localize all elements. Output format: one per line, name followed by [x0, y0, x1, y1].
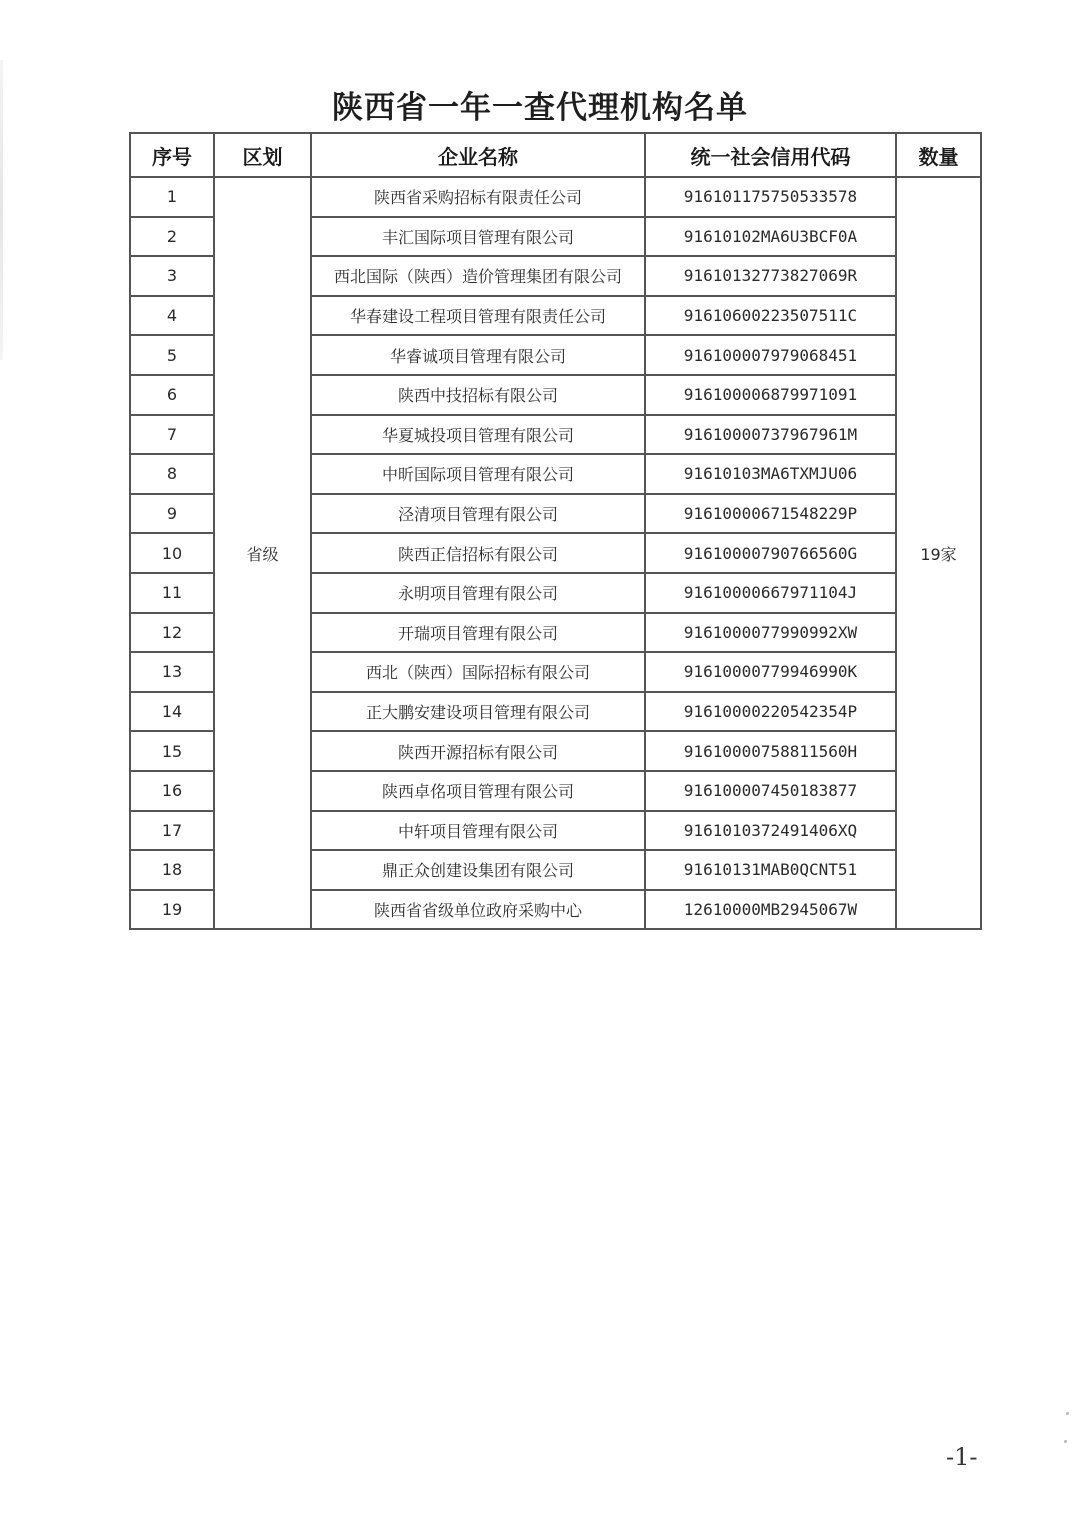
agency-list-table	[129, 132, 982, 930]
cell-credit-code: 9161000077990992XW	[645, 613, 896, 653]
cell-company-name: 陕西中技招标有限公司	[311, 375, 645, 415]
cell-serial-no: 6	[130, 375, 214, 415]
table-row	[130, 177, 981, 217]
cell-serial-no: 1	[130, 177, 214, 217]
cell-credit-code: 916100006879971091	[645, 375, 896, 415]
cell-company-name: 开瑞项目管理有限公司	[311, 613, 645, 653]
cell-company-name: 陕西开源招标有限公司	[311, 731, 645, 771]
header-region: 区划	[214, 133, 311, 177]
cell-serial-no: 10	[130, 533, 214, 573]
cell-company-name: 鼎正众创建设集团有限公司	[311, 850, 645, 890]
cell-credit-code: 91610000220542354P	[645, 692, 896, 732]
cell-credit-code: 91610000779946990K	[645, 652, 896, 692]
scan-speck	[1064, 1440, 1067, 1443]
cell-count: 19家	[896, 177, 981, 929]
cell-credit-code: 91610131MAB0QCNT51	[645, 850, 896, 890]
cell-company-name: 陕西卓佲项目管理有限公司	[311, 771, 645, 811]
cell-serial-no: 15	[130, 731, 214, 771]
table-body	[130, 177, 981, 929]
cell-serial-no: 18	[130, 850, 214, 890]
cell-company-name: 泾清项目管理有限公司	[311, 494, 645, 534]
header-credit-code: 统一社会信用代码	[645, 133, 896, 177]
cell-serial-no: 13	[130, 652, 214, 692]
cell-company-name: 丰汇国际项目管理有限公司	[311, 217, 645, 257]
cell-company-name: 西北（陕西）国际招标有限公司	[311, 652, 645, 692]
cell-serial-no: 14	[130, 692, 214, 732]
cell-credit-code: 916100007450183877	[645, 771, 896, 811]
header-count: 数量	[896, 133, 981, 177]
cell-serial-no: 8	[130, 454, 214, 494]
cell-credit-code: 91610000737967961M	[645, 415, 896, 455]
table-header-row	[130, 133, 981, 177]
cell-credit-code: 91610600223507511C	[645, 296, 896, 336]
cell-serial-no: 11	[130, 573, 214, 613]
cell-serial-no: 3	[130, 256, 214, 296]
header-company-name: 企业名称	[311, 133, 645, 177]
cell-credit-code: 916100007979068451	[645, 335, 896, 375]
cell-serial-no: 9	[130, 494, 214, 534]
cell-credit-code: 91610132773827069R	[645, 256, 896, 296]
cell-credit-code: 916101175750533578	[645, 177, 896, 217]
cell-credit-code: 9161010372491406XQ	[645, 811, 896, 851]
page-number: -1-	[946, 1443, 978, 1471]
cell-serial-no: 12	[130, 613, 214, 653]
cell-company-name: 正大鹏安建设项目管理有限公司	[311, 692, 645, 732]
cell-credit-code: 91610000667971104J	[645, 573, 896, 613]
cell-serial-no: 4	[130, 296, 214, 336]
cell-serial-no: 7	[130, 415, 214, 455]
cell-region: 省级	[214, 177, 311, 929]
cell-credit-code: 12610000MB2945067W	[645, 890, 896, 930]
cell-company-name: 永明项目管理有限公司	[311, 573, 645, 613]
cell-company-name: 华夏城投项目管理有限公司	[311, 415, 645, 455]
cell-credit-code: 91610000790766560G	[645, 533, 896, 573]
cell-credit-code: 91610000671548229P	[645, 494, 896, 534]
cell-company-name: 华睿诚项目管理有限公司	[311, 335, 645, 375]
cell-company-name: 陕西省采购招标有限责任公司	[311, 177, 645, 217]
cell-company-name: 西北国际（陕西）造价管理集团有限公司	[311, 256, 645, 296]
cell-credit-code: 91610102MA6U3BCF0A	[645, 217, 896, 257]
cell-serial-no: 17	[130, 811, 214, 851]
document-title: 陕西省一年一查代理机构名单	[332, 90, 748, 126]
cell-serial-no: 5	[130, 335, 214, 375]
cell-serial-no: 16	[130, 771, 214, 811]
header-serial-no: 序号	[130, 133, 214, 177]
cell-credit-code: 91610000758811560H	[645, 731, 896, 771]
cell-company-name: 华春建设工程项目管理有限责任公司	[311, 296, 645, 336]
cell-serial-no: 19	[130, 890, 214, 930]
cell-serial-no: 2	[130, 217, 214, 257]
cell-company-name: 中昕国际项目管理有限公司	[311, 454, 645, 494]
cell-company-name: 中轩项目管理有限公司	[311, 811, 645, 851]
scan-speck	[1066, 1412, 1069, 1415]
cell-company-name: 陕西正信招标有限公司	[311, 533, 645, 573]
cell-credit-code: 91610103MA6TXMJU06	[645, 454, 896, 494]
cell-company-name: 陕西省省级单位政府采购中心	[311, 890, 645, 930]
